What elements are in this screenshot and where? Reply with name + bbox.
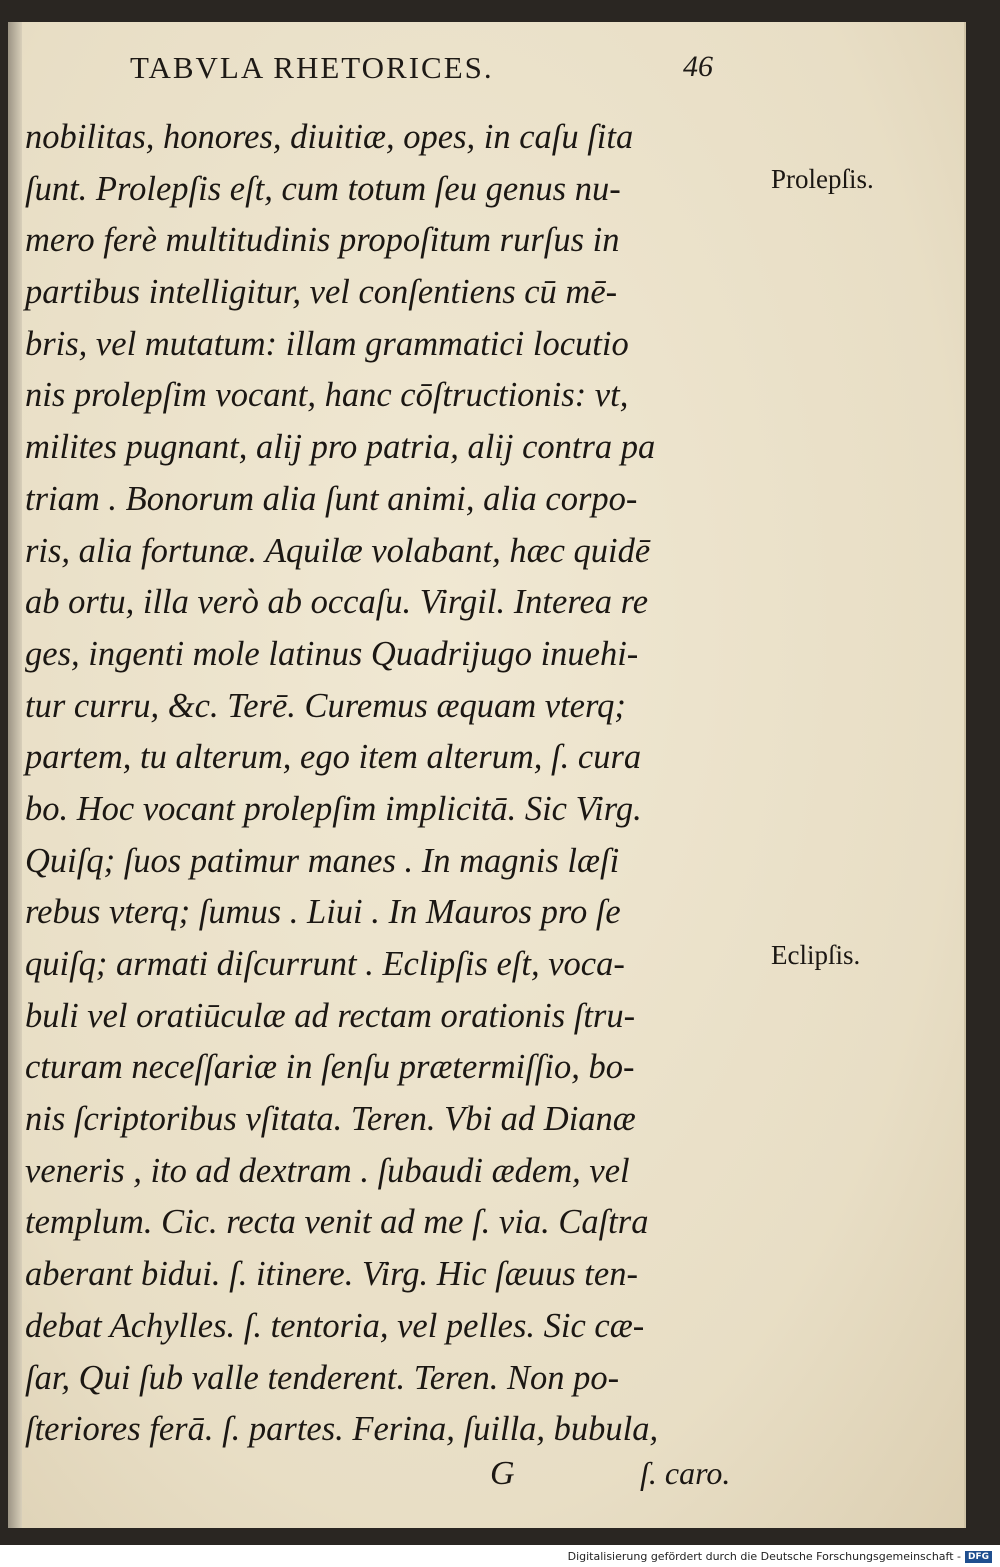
text-line: Quiſq; ſuos patimur manes . In magnis læſi (25, 841, 620, 880)
text-line: milites pugnant, alij pro patria, alij contra pa (25, 428, 656, 467)
text-line: ſar, Qui ſub valle tenderent. Teren. Non po- (25, 1358, 620, 1397)
signature-mark: G (490, 1455, 515, 1492)
catchword: ſ. caro. (640, 1455, 731, 1491)
text-line: quiſq; armati diſcurrunt . Eclipſis eſt, voca- (25, 945, 625, 983)
text-line: ris, alia fortunæ. Aquilæ volabant, hæc quidē (25, 531, 651, 570)
text-line: partem, tu alterum, ego item alterum, ſ. cura (25, 738, 642, 777)
margin-note-prolepsis: Prolepſis. (771, 164, 874, 194)
text-line: ab ortu, illa verò ab occaſu. Virgil. Interea re (25, 583, 649, 622)
text-line: ges, ingenti mole latinus Quadrijugo inuehi- (25, 634, 639, 673)
text-line: bris, vel mutatum: illam grammatici locutio (25, 324, 629, 363)
text-line: ſteriores ferā. ſ. partes. Ferina, ſuilla, bubula, (25, 1410, 659, 1449)
page-gutter (8, 22, 22, 1528)
text-line: rebus vterq; ſumus . Liui . In Mauros pro ſe (25, 893, 621, 932)
text-line: veneris , ito ad dextram . ſubaudi ædem, vel (25, 1151, 630, 1190)
dfg-logo: DFG (965, 1551, 992, 1563)
text-line: bo. Hoc vocant prolepſim implicitā. Sic Virg. (25, 789, 642, 828)
text-line: nobilitas, honores, diuitiæ, opes, in caſu ſita (25, 118, 634, 156)
credit-text: Digitalisierung gefördert durch die Deutsche Forschungsgemeinschaft - (567, 1550, 961, 1563)
text-line: tur curru, &c. Terē. Curemus æquam vterq; (25, 686, 626, 725)
text-line: triam . Bonorum alia ſunt animi, alia corpo- (25, 479, 638, 518)
body-text (25, 112, 765, 1456)
margin-note-eclipsis: Eclipſis. (771, 940, 861, 970)
text-line: cturam neceſſariæ in ſenſu prætermiſſio, bo- (25, 1048, 635, 1087)
text-line: templum. Cic. recta venit ad me ſ. via. Caſtra (25, 1203, 649, 1242)
text-line: partibus intelligitur, vel conſentiens cū mē- (25, 273, 618, 312)
digitization-credit (568, 1550, 992, 1563)
text-line: buli vel oratiūculæ ad rectam orationis ſtru- (25, 996, 636, 1035)
text-line: nis ſcriptoribus vſitata. Teren. Vbi ad Dianæ (25, 1100, 636, 1139)
text-line: debat Achylles. ſ. tentoria, vel pelles. Sic cæ- (25, 1306, 645, 1345)
text-line: aberant bidui. ſ. itinere. Virg. Hic ſæuus ten- (25, 1255, 638, 1294)
running-header: TABVLA RHETORICES. (130, 50, 494, 85)
text-line: nis prolepſim vocant, hanc cōſtructionis: vt, (25, 376, 629, 415)
folio-number: 46 (683, 50, 713, 83)
text-line: ſunt. Prolepſis eſt, cum totum ſeu genus nu- (25, 169, 621, 208)
text-line: mero ferè multitudinis propoſitum rurſus in (25, 221, 620, 260)
